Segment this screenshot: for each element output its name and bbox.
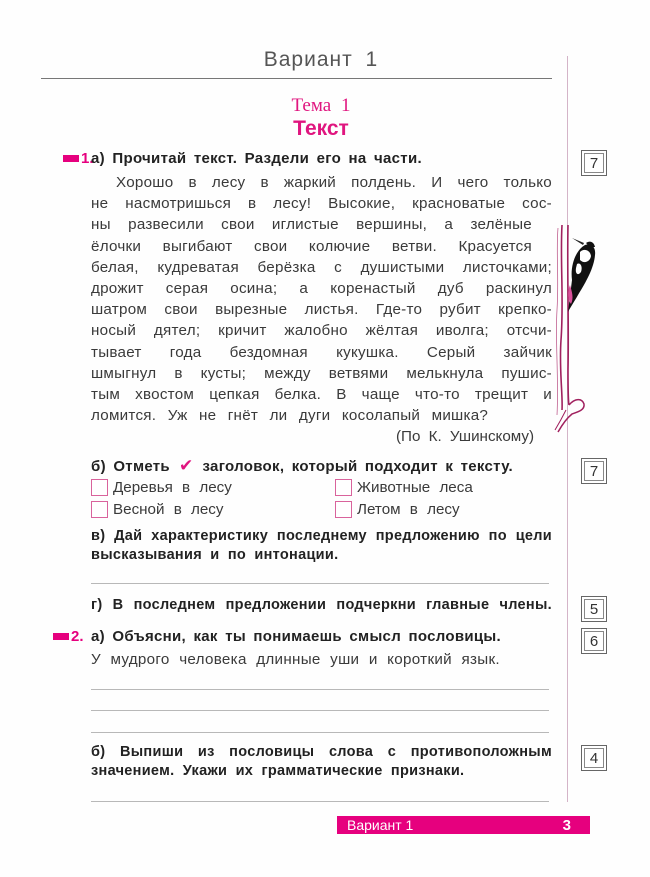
passage-line: ёлочки выгибают свои колючие ветви. Красуется [91,237,532,255]
option-summer-in-forest[interactable] [335,501,460,518]
checkbox[interactable] [91,479,108,496]
task-1d-instruction: г) В последнем предложении подчеркни главные члены. [91,597,552,613]
checkmark-icon: ✔ [178,456,194,475]
checkbox[interactable] [335,501,352,518]
task-1b-instruction [91,456,513,476]
footer-variant: Вариант 1 [347,817,414,833]
task-1b-instruction-after: заголовок, который подходит к тексту. [202,457,513,475]
option-trees-in-forest[interactable] [91,479,232,496]
score-box-2a: 6 [581,628,607,654]
task-2-marker [53,628,84,645]
passage-line: носый дятел; кричит жалобно жёлтая иволга; отсчи- [91,322,552,340]
task-number: 1. [81,150,94,167]
passage-line: белая, кудреватая берёзка с душистыми листочками; [91,258,552,276]
passage-line: Хорошо в лесу в жаркий полдень. И чего только [116,174,552,191]
answer-line[interactable] [91,710,549,711]
passage-line: шатром свои вырезные листья. Где-то рубит крепко- [91,301,552,319]
task-2b-instruction-line-2: значением. Укажи их грамматические признаки. [91,763,465,779]
score-box-1a: 7 [581,150,607,176]
option-label: Деревья в лесу [113,479,232,496]
checkbox[interactable] [335,479,352,496]
task-1-marker [63,150,94,167]
reading-passage [91,172,552,426]
topic-title: Текст [293,117,349,140]
task-1b-instruction-before: б) Отметь [91,457,170,475]
option-label: Животные леса [357,479,473,496]
footer-bar [337,816,590,834]
score-box-1b: 7 [581,458,607,484]
task-2b-instruction-line-1: б) Выпиши из пословицы слова с противоположным [91,744,552,760]
answer-line[interactable] [91,801,549,802]
task-bar-icon [53,633,69,640]
option-label: Летом в лесу [357,501,460,518]
answer-line[interactable] [91,583,549,584]
score-box-2b: 4 [581,745,607,771]
answer-line[interactable] [91,732,549,733]
task-1a-instruction: а) Прочитай текст. Раздели его на части. [91,150,422,167]
passage-line: шмыгнул в кусты; между ветвями мелькнула пушис- [91,364,552,382]
answer-line[interactable] [91,689,549,690]
proverb-text: У мудрого человека длинные уши и короткий язык. [91,651,500,668]
passage-line: дрожит серая осина; а коренастый дуб раскинул [91,280,552,298]
page-number: 3 [562,816,571,834]
passage-attribution: (По К. Ушинскому) [396,428,535,445]
topic-label: Тема 1 [291,95,351,116]
passage-line: тывает года бездомная кукушка. Серый зайчик [91,343,552,361]
score-box-1d: 5 [581,596,607,622]
option-forest-animals[interactable] [335,479,473,496]
task-number: 2. [71,628,84,645]
passage-line: тым хвостом цепкая белка. В чаще что-то трещит и [91,386,552,404]
task-2a-instruction: а) Объясни, как ты понимаешь смысл пословицы. [91,628,502,645]
checkbox[interactable] [91,501,108,518]
woodpecker-illustration-icon [550,220,600,435]
option-label: Весной в лесу [113,501,224,518]
passage-line: ломится. Уж не гнёт ли дуги косолапый мишка? [91,407,489,425]
variant-header: Вариант 1 [263,48,379,71]
task-bar-icon [63,155,79,162]
task-1c-instruction-line-1: в) Дай характеристику последнему предложению по цели [91,528,552,544]
passage-line: ны развесили свои иглистые вершины, а зелёные [91,216,532,234]
header-rule [41,78,552,79]
task-1c-instruction-line-2: высказывания и по интонации. [91,547,339,563]
option-spring-in-forest[interactable] [91,501,224,518]
passage-line: не насмотришься в лесу! Высокие, красноватые сос- [91,195,552,213]
